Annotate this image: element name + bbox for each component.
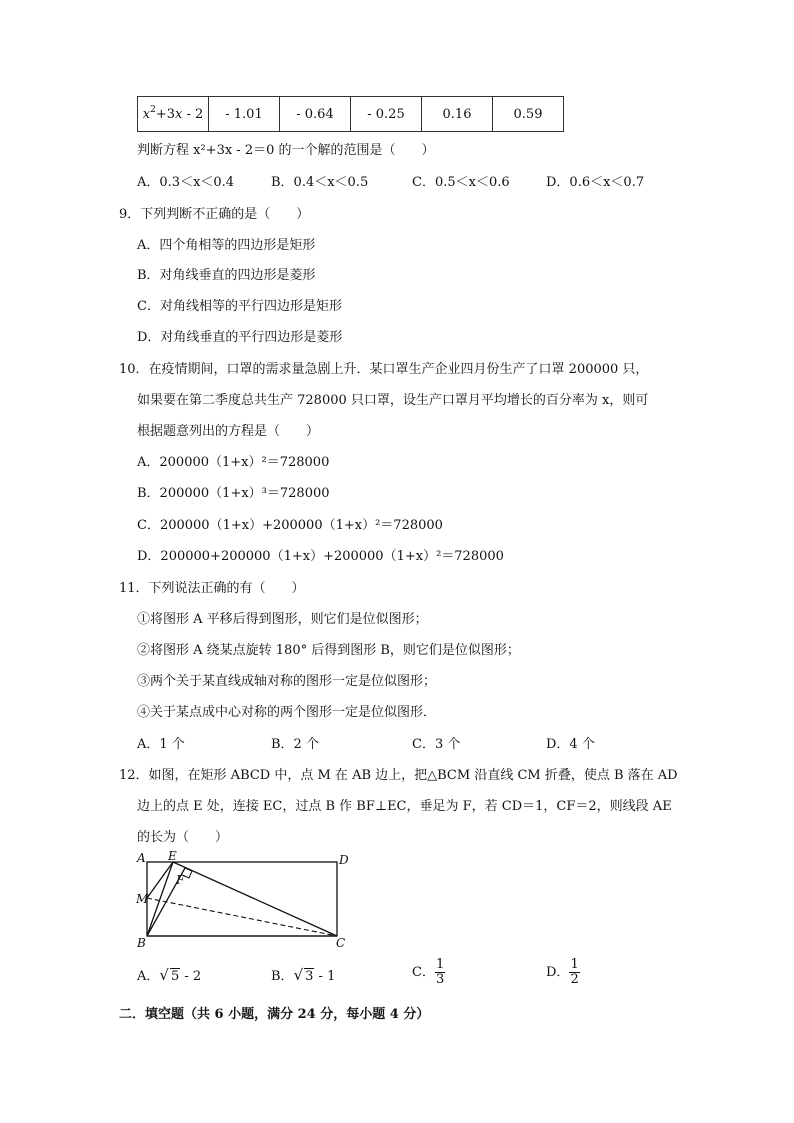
label-f: F <box>176 873 185 887</box>
section-2-title: 二．填空题（共 6 小题，满分 24 分，每小题 4 分） <box>119 1007 430 1022</box>
segment-ec <box>173 862 337 936</box>
q11-option-d: D．4 个 <box>546 737 595 752</box>
segment-me <box>147 862 173 898</box>
q8-question: 判断方程 x²+3x - 2＝0 的一个解的范围是（ ） <box>137 143 435 158</box>
label-e: E <box>168 850 177 863</box>
q10-option-c: C．200000（1+x）+200000（1+x）²＝728000 <box>137 518 443 533</box>
table-header-cell: $x^2+3x - 2$ <box>138 97 209 132</box>
q12-line-1: 12．如图，在矩形 ABCD 中，点 M 在 AB 边上，把△BCM 沿直线 CM 折叠，使点 B 落在 AD <box>119 768 678 783</box>
q10-option-a: A．200000（1+x）²＝728000 <box>137 455 330 470</box>
q12-option-d: D． $\frac{1}{2}$ <box>546 957 579 987</box>
q11-option-a: A．1 个 <box>137 737 185 752</box>
q11-option-b: B．2 个 <box>271 737 319 752</box>
label-c: C <box>336 936 346 950</box>
q10-line-1: 10．在疫情期间，口罩的需求量急剧上升．某口罩生产企业四月份生产了口罩 200000 只， <box>119 362 649 377</box>
label-m: M <box>136 892 149 906</box>
table-cell: 0.16 <box>422 97 493 132</box>
values-table <box>137 96 564 132</box>
label-b: B <box>137 936 146 950</box>
q8-option-d: D．0.6＜x＜0.7 <box>546 175 645 190</box>
table-cell: - 1.01 <box>209 97 280 132</box>
sqrt-radicand: 3 <box>305 969 314 984</box>
fraction: $\frac{1}{2}$ <box>570 957 579 987</box>
table-row <box>138 97 564 132</box>
table-cell: - 0.25 <box>351 97 422 132</box>
q9-option-d: D．对角线垂直的平行四边形是菱形 <box>137 330 343 345</box>
q9-question: 9．下列判断不正确的是（ ） <box>119 207 310 222</box>
segment-cm-dashed <box>147 898 337 936</box>
rectangle-fold-figure <box>135 850 350 950</box>
q11-item-1: ①将图形 A 平移后得到图形，则它们是位似图形； <box>137 612 428 627</box>
q11-item-2: ②将图形 A 绕某点旋转 180° 后得到图形 B，则它们是位似图形； <box>137 643 520 658</box>
label-a: A <box>137 851 146 865</box>
sqrt-radicand: 5 <box>170 969 180 984</box>
q10-line-2: 如果要在第二季度总共生产 728000 只口罩，设生产口罩月平均增长的百分率为 x，则可 <box>137 393 649 408</box>
q12-line-2: 边上的点 E 处，连接 EC，过点 B 作 BF⊥EC，垂足为 F，若 CD＝1，CF＝2，则线段 AE <box>137 799 672 814</box>
q12-line-3: 的长为（ ） <box>137 830 229 845</box>
label-d: D <box>339 853 349 867</box>
q11-item-4: ④关于某点成中心对称的两个图形一定是位似图形． <box>137 705 437 720</box>
q9-option-b: B．对角线垂直的四边形是菱形 <box>137 268 316 283</box>
q10-option-d: D．200000+200000（1+x）+200000（1+x）²＝728000 <box>137 549 504 564</box>
q9-option-a: A．四个角相等的四边形是矩形 <box>137 238 316 253</box>
table-cell: - 0.64 <box>280 97 351 132</box>
q11-question: 11．下列说法正确的有（ ） <box>119 581 305 596</box>
q11-item-3: ③两个关于某直线成轴对称的图形一定是位似图形； <box>137 674 437 689</box>
q12-option-b: B．√ 3 - 1 <box>271 966 336 984</box>
q10-option-b: B．200000（1+x）³＝728000 <box>137 486 330 501</box>
q12-option-a: A．√ 5 - 2 <box>137 966 202 984</box>
fraction: $\frac{1}{3}$ <box>435 957 445 987</box>
q12-option-c: C． $\frac{1}{3}$ <box>412 957 445 987</box>
table-cell: 0.59 <box>493 97 564 132</box>
q11-option-c: C．3 个 <box>412 737 461 752</box>
q10-line-3: 根据题意列出的方程是（ ） <box>137 424 320 439</box>
q8-option-c: C．0.5＜x＜0.6 <box>412 175 510 190</box>
q9-option-c: C．对角线相等的平行四边形是矩形 <box>137 299 342 314</box>
q8-option-a: A．0.3＜x＜0.4 <box>137 175 235 190</box>
q8-option-b: B．0.4＜x＜0.5 <box>271 175 369 190</box>
